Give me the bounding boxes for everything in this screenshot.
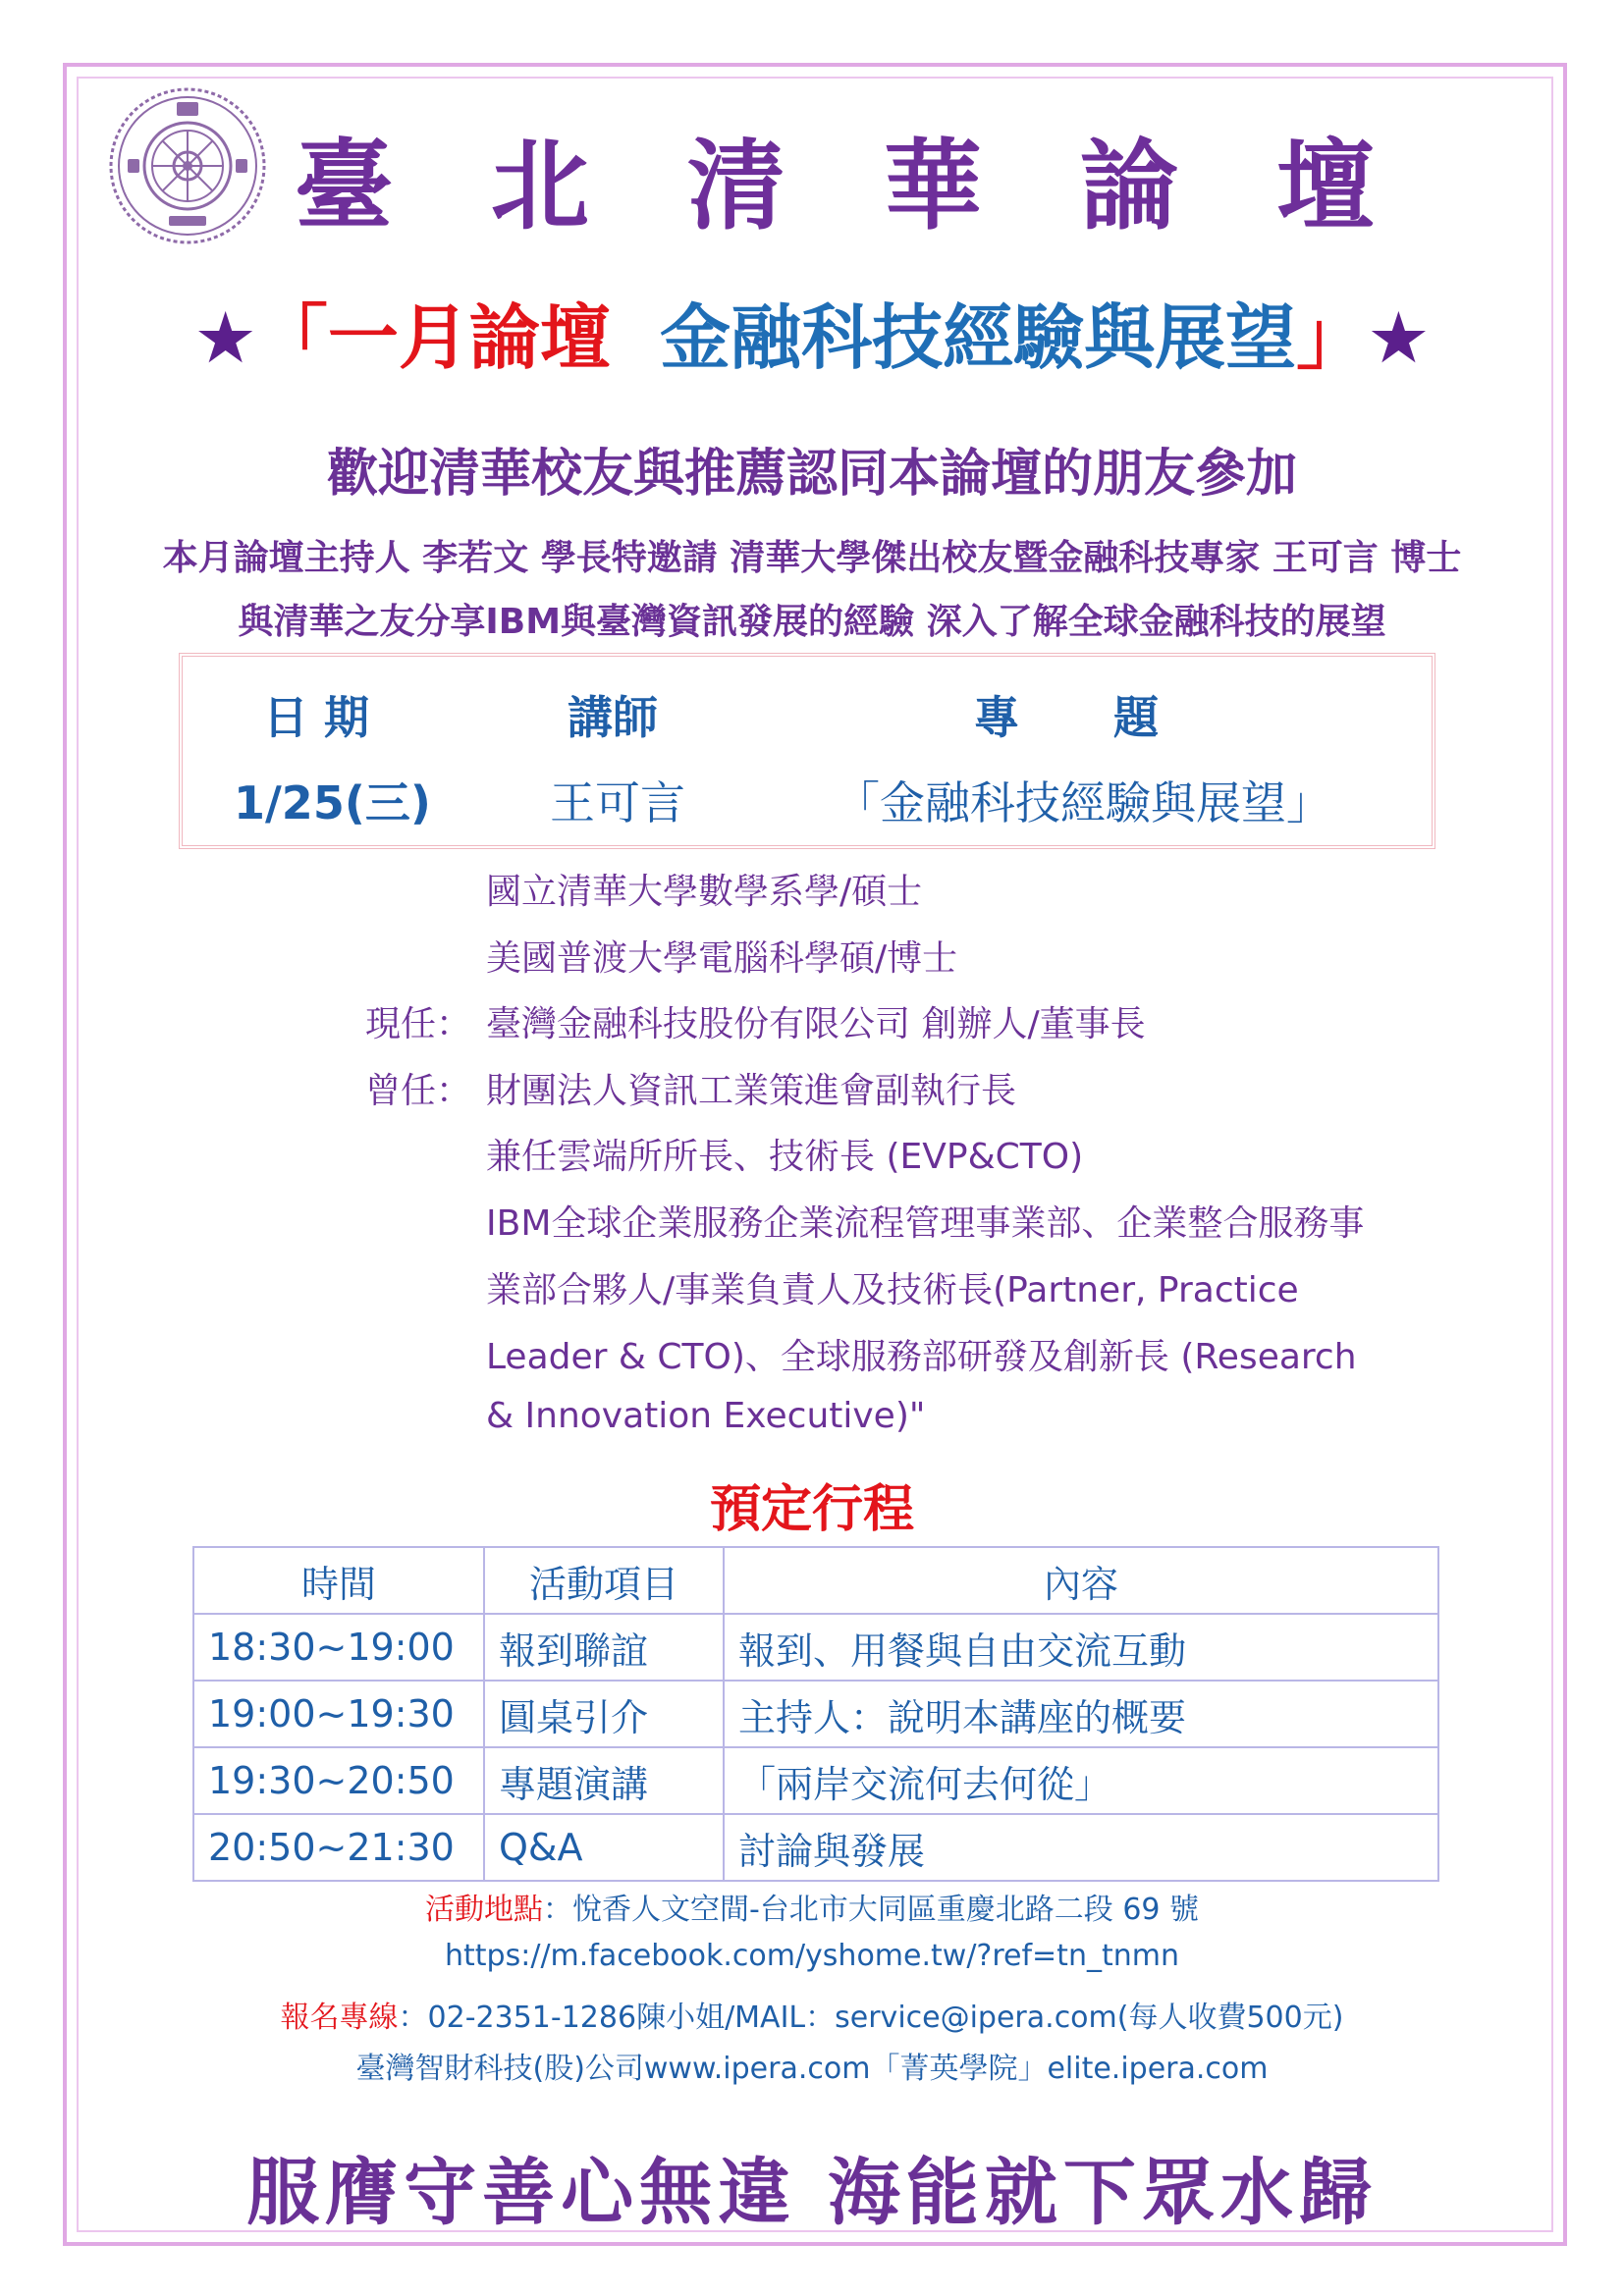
schedule-content: 主持人：說明本講座的概要: [724, 1681, 1438, 1747]
facebook-link[interactable]: https://m.facebook.com/yshome.tw/?ref=tn_tnmn: [445, 1939, 1179, 1973]
event-speaker: 王可言: [550, 776, 685, 829]
bio-education-1: 國立清華大學數學系學/碩士: [486, 872, 923, 912]
event-title: [0, 296, 1624, 379]
bio-current-label: 現任：: [365, 1004, 472, 1044]
star-icon: ★: [1367, 296, 1431, 379]
schedule-content: 討論與發展: [724, 1814, 1438, 1881]
company-line: 臺灣智財科技(股)公司www.ipera.com「菁英學院」elite.ipera.com: [355, 2052, 1269, 2086]
schedule-table: [192, 1546, 1439, 1882]
signup-line: [0, 1993, 1624, 2036]
schedule-header-content: 內容: [724, 1547, 1438, 1614]
table-row: [193, 1747, 1438, 1814]
event-topic: 「金融科技經驗與展望」: [835, 776, 1331, 829]
schedule-content: 報到、用餐與自由交流互動: [724, 1614, 1438, 1681]
venue-line: [0, 1885, 1624, 1928]
venue-label: 活動地點: [424, 1893, 543, 1927]
slogan: 服膺守善心無違 海能就下眾水歸: [246, 2151, 1378, 2235]
bio-former-3: IBM全球企業服務企業流程管理事業部、企業整合服務事: [486, 1203, 1365, 1244]
schedule-time: 18:30~19:00: [193, 1614, 484, 1681]
table-row: [193, 1614, 1438, 1681]
event-title-close-bracket: 」: [1296, 296, 1368, 379]
bio-former-1: 財團法人資訊工業策進會副執行長: [486, 1071, 1017, 1111]
schedule-activity: 專題演講: [484, 1747, 724, 1814]
bio-current: 臺灣金融科技股份有限公司 創辦人/董事長: [486, 1004, 1146, 1044]
intro-line-2: 與清華之友分享IBM與臺灣資訊發展的經驗 深入了解全球金融科技的展望: [238, 602, 1386, 642]
page-title: 臺北清華論壇: [295, 129, 1473, 243]
table-row: [193, 1814, 1438, 1881]
speaker-header: 講師: [568, 691, 658, 744]
signup-info: ：02-2351-1286陳小姐/MAIL：service@ipera.com(每人收費500元): [398, 2001, 1344, 2035]
schedule-header-activity: 活動項目: [484, 1547, 724, 1614]
event-title-part2: 金融科技經驗與展望: [660, 296, 1297, 379]
event-date: 1/25(三): [234, 776, 431, 829]
intro-line-1: 本月論壇主持人 李若文 學長特邀請 清華大學傑出校友暨金融科技專家 王可言 博士: [162, 538, 1462, 578]
schedule-content: 「兩岸交流何去何從」: [724, 1747, 1438, 1814]
schedule-time: 20:50~21:30: [193, 1814, 484, 1881]
bio-former-5: Leader & CTO)、全球服務部研發及創新長 (Research: [486, 1337, 1357, 1377]
schedule-time: 19:00~19:30: [193, 1681, 484, 1747]
welcome-heading: 歡迎清華校友與推薦認同本論壇的朋友參加: [326, 445, 1297, 504]
schedule-activity: 報到聯誼: [484, 1614, 724, 1681]
bio-former-2: 兼任雲端所所長、技術長 (EVP&CTO): [486, 1137, 1084, 1177]
event-title-part1: 一月論壇: [327, 296, 611, 379]
event-title-open-bracket: 「: [256, 296, 328, 379]
star-icon: ★: [193, 296, 257, 379]
university-seal-logo: [108, 86, 267, 245]
topic-header: 專 題: [974, 691, 1160, 744]
schedule-title: 預定行程: [709, 1480, 914, 1539]
schedule-activity: Q&A: [484, 1814, 724, 1881]
schedule-activity: 圓桌引介: [484, 1681, 724, 1747]
date-header: 日 期: [263, 691, 370, 744]
signup-label: 報名專線: [280, 2001, 399, 2035]
schedule-header-time: 時間: [193, 1547, 484, 1614]
schedule-header-row: [193, 1547, 1438, 1614]
venue-address: ：悅香人文空間-台北市大同區重慶北路二段 69 號: [542, 1893, 1200, 1927]
bio-education-2: 美國普渡大學電腦科學碩/博士: [486, 938, 958, 979]
bio-former-label: 曾任：: [365, 1071, 472, 1111]
schedule-time: 19:30~20:50: [193, 1747, 484, 1814]
table-row: [193, 1681, 1438, 1747]
bio-former-4: 業部合夥人/事業負責人及技術長(Partner, Practice: [486, 1270, 1299, 1310]
bio-former-6: & Innovation Executive)": [486, 1396, 926, 1436]
